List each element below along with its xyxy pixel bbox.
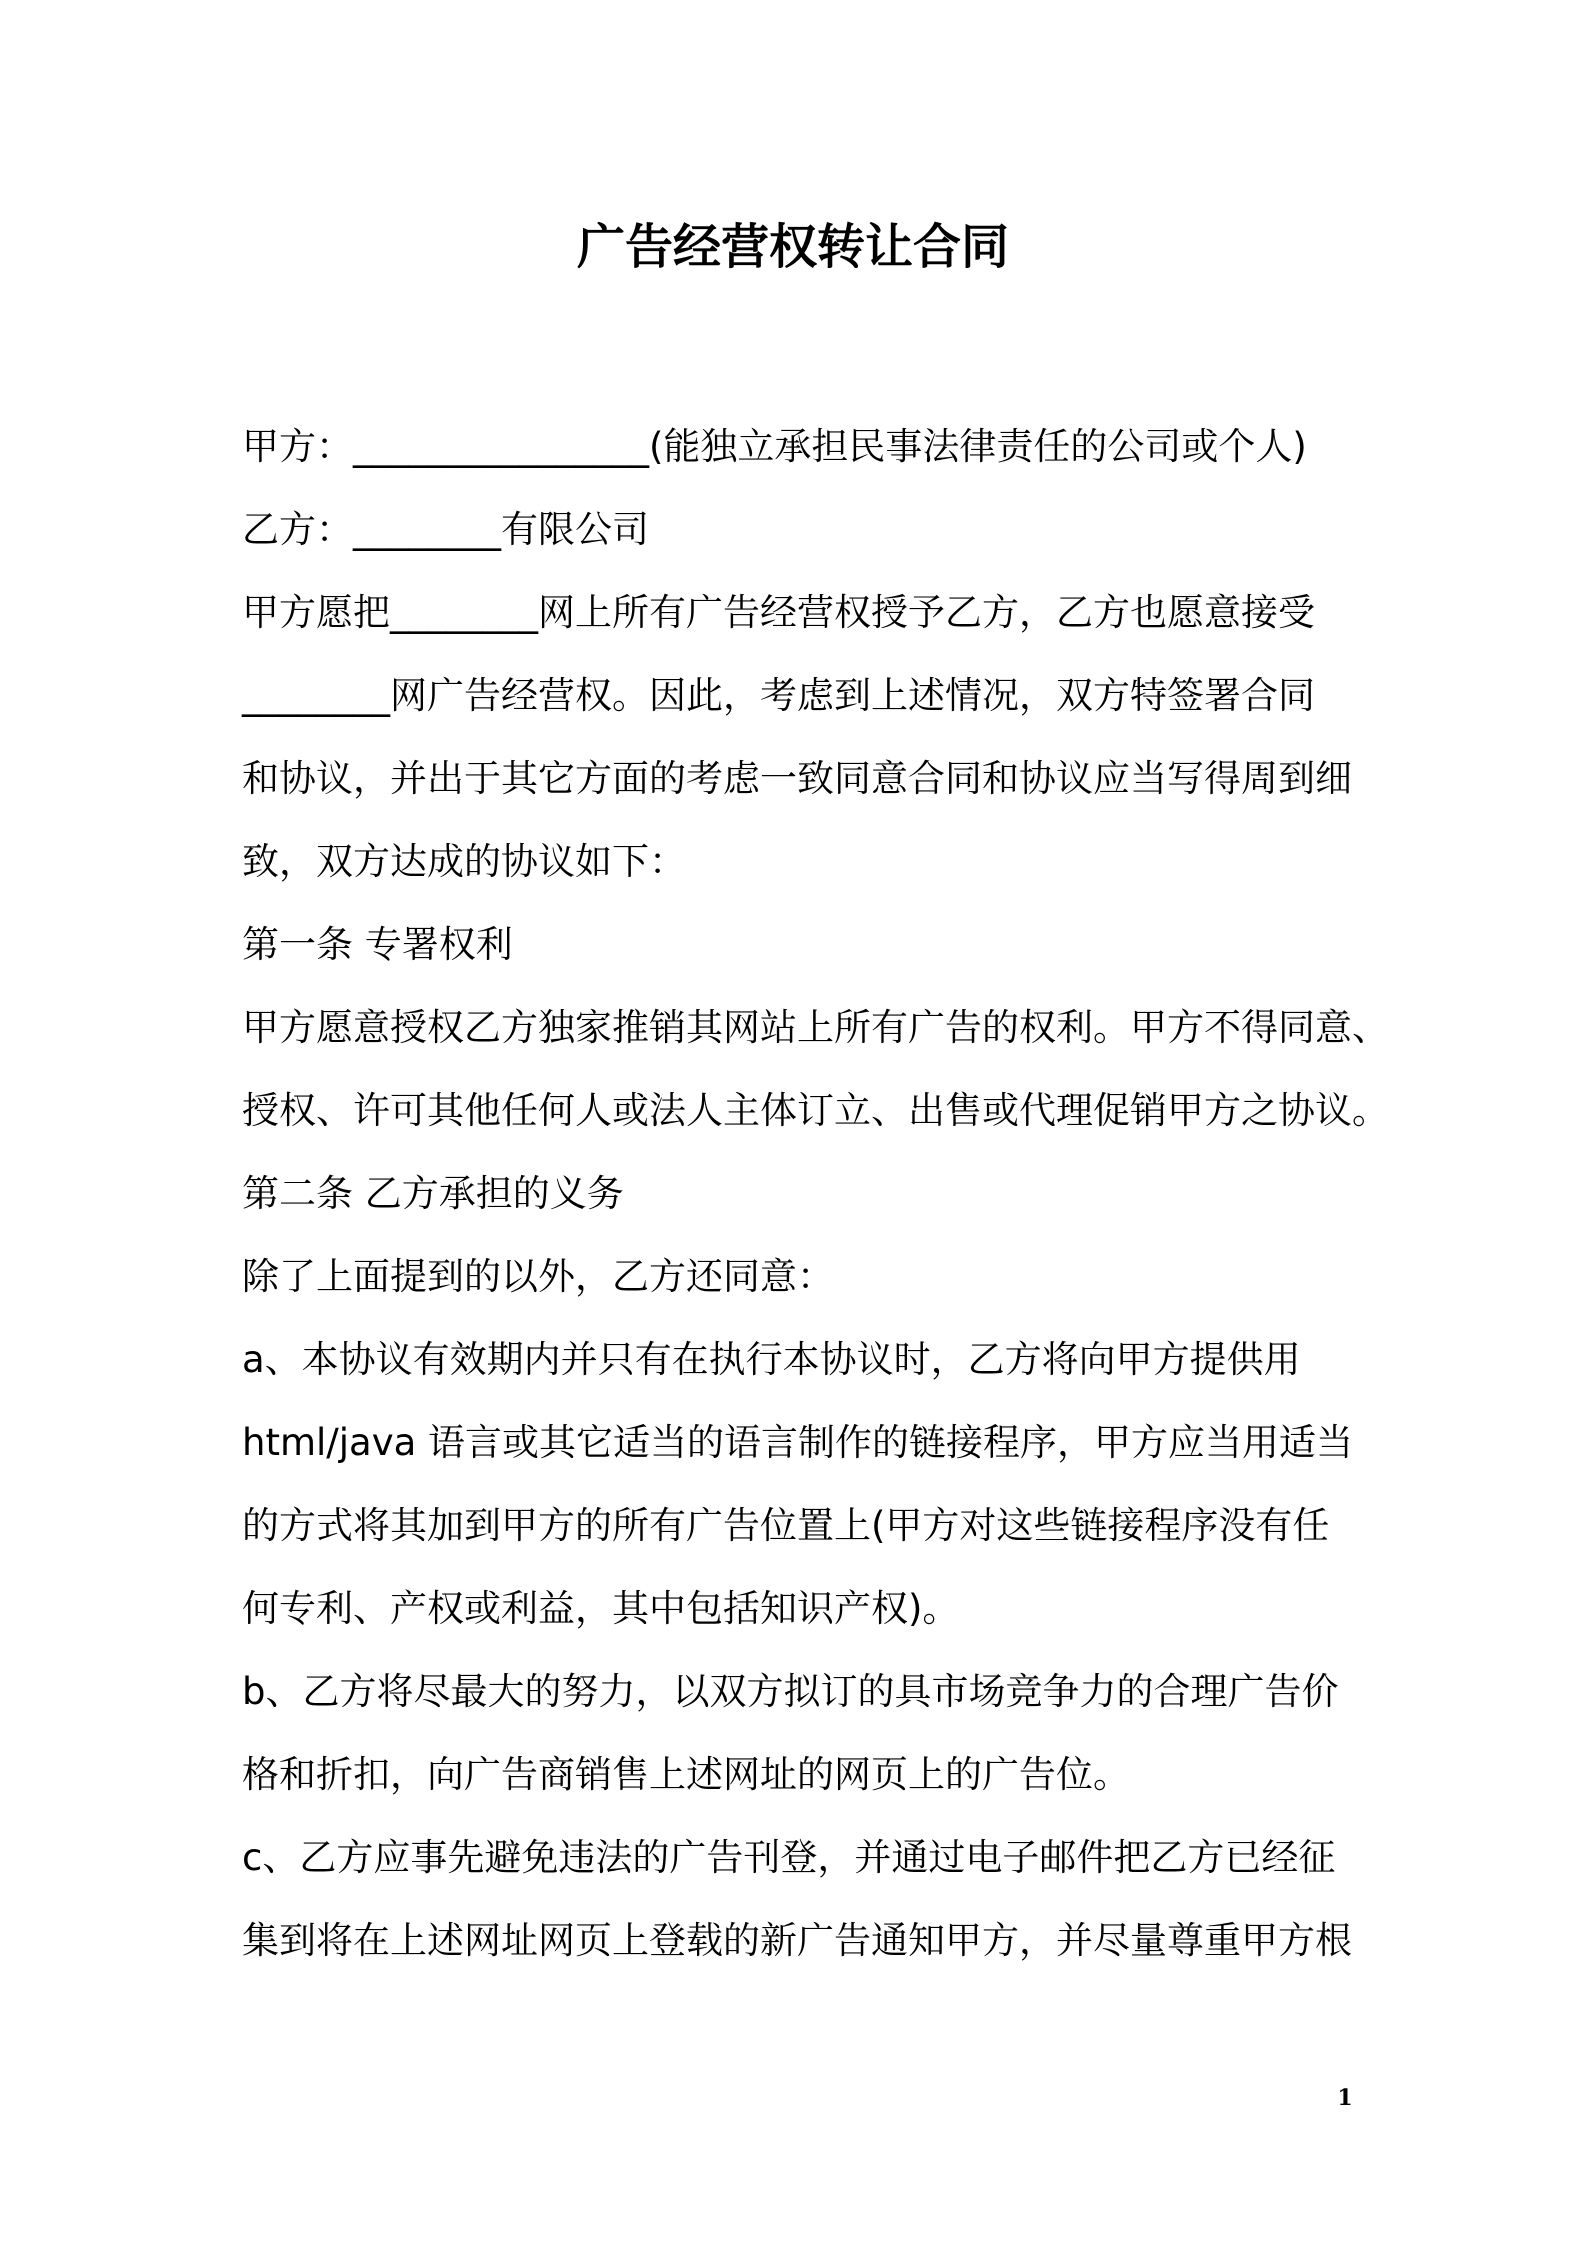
page-number: 1: [1337, 2085, 1353, 2111]
article-heading: 第一条 专署权利: [242, 923, 513, 966]
party-a-line: 甲方：________________(能独立承担民事法律责任的公司或个人): [242, 425, 1307, 468]
clause-line: 的方式将其加到甲方的所有广告位置上(甲方对这些链接程序没有任: [242, 1504, 1330, 1547]
article-heading: 第二条 乙方承担的义务: [242, 1172, 624, 1215]
clause-line: 何专利、产权或利益，其中包括知识产权)。: [242, 1587, 960, 1630]
paragraph-line: 授权、许可其他任何人或法人主体订立、出售或代理促销甲方之协议。: [242, 1089, 1389, 1132]
clause-line: c、乙方应事先避免违法的广告刊登，并通过电子邮件把乙方已经征: [242, 1836, 1336, 1879]
contract-body: [242, 405, 1389, 1982]
paragraph-line: 甲方愿把________网上所有广告经营权授予乙方，乙方也愿意接受: [242, 591, 1315, 634]
paragraph-line: 和协议，并出于其它方面的考虑一致同意合同和协议应当写得周到细: [242, 757, 1352, 800]
paragraph-line: ________网广告经营权。因此，考虑到上述情况，双方特签署合同: [242, 674, 1315, 717]
clause-line: html/java 语言或其它适当的语言制作的链接程序，甲方应当用适当: [242, 1421, 1354, 1464]
paragraph-line: 除了上面提到的以外，乙方还同意：: [242, 1255, 834, 1298]
clause-line: a、本协议有效期内并只有在执行本协议时，乙方将向甲方提供用: [242, 1338, 1301, 1381]
paragraph-line: 甲方愿意授权乙方独家推销其网站上所有广告的权利。甲方不得同意、: [242, 1006, 1389, 1049]
clause-line: b、乙方将尽最大的努力，以双方拟订的具市场竞争力的合理广告价: [242, 1670, 1339, 1713]
document-title: 广告经营权转让合同: [576, 219, 1009, 275]
clause-line: 集到将在上述网址网页上登载的新广告通知甲方，并尽量尊重甲方根: [242, 1919, 1352, 1962]
paragraph-line: 致，双方达成的协议如下：: [242, 840, 686, 883]
clause-line: 格和折扣，向广告商销售上述网址的网页上的广告位。: [242, 1753, 1130, 1796]
party-b-line: 乙方：________有限公司: [242, 508, 649, 551]
